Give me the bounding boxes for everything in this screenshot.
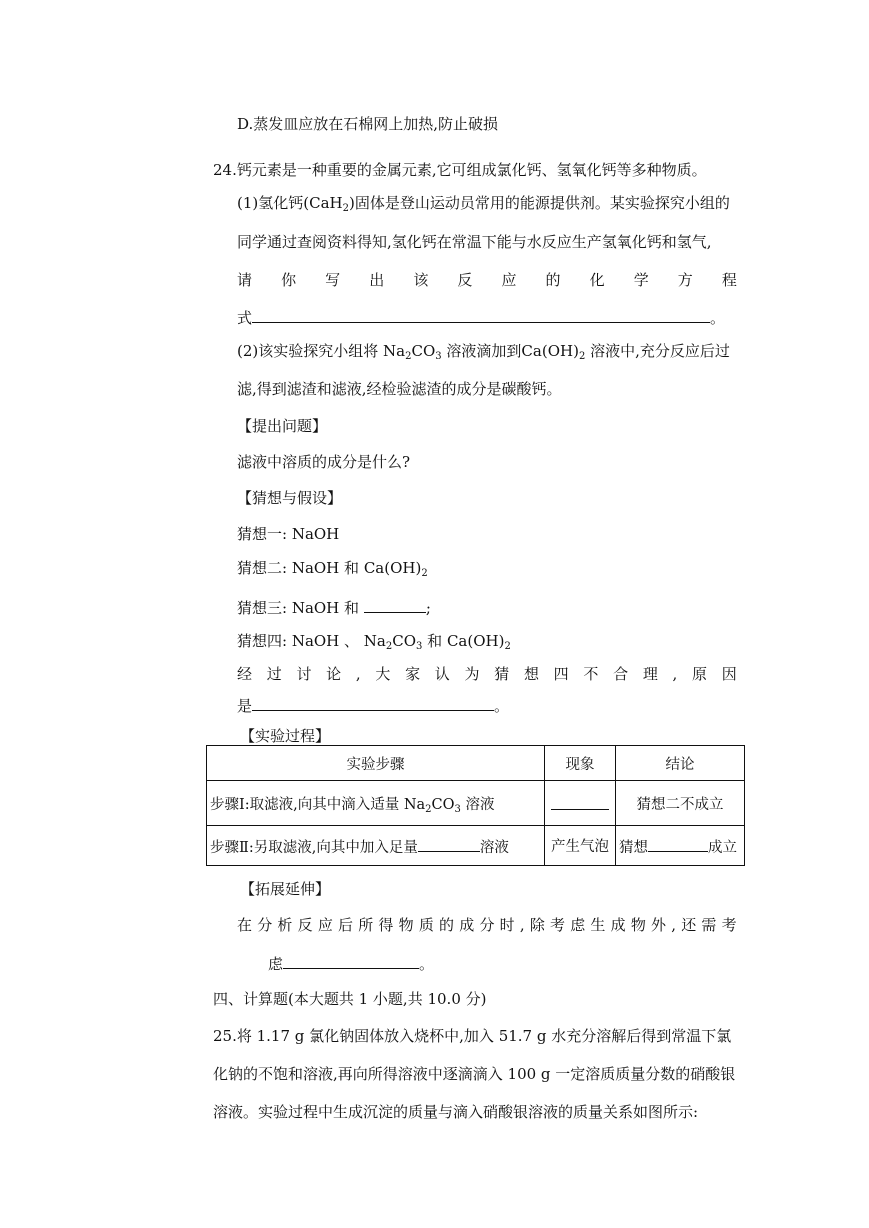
text-char: 所 (358, 916, 374, 934)
text-char: 得 (378, 916, 394, 934)
text-char: 请 (237, 271, 253, 289)
question-text: 滤液中溶质的成分是什么? (237, 453, 411, 471)
text-char: 生 (590, 916, 606, 934)
text: (1)氢化钙( (237, 194, 310, 212)
header-conclusion: 结论 (616, 746, 745, 781)
text-char: 讨 (296, 665, 312, 683)
discussion-line1 (237, 664, 737, 684)
text-char: , (355, 665, 361, 683)
text-char: 方 (677, 271, 693, 289)
formula-cah2: CaH$_2$ (309, 194, 349, 214)
text-char: 需 (701, 916, 717, 934)
text-char: 考 (721, 916, 737, 934)
row1-phenomenon (545, 781, 616, 826)
hypothesis-4: 猜想四: NaOH 、 $Na_2CO_3$ 和 $Ca(OH)_2$ (237, 632, 511, 652)
q24-p1-line2: 同学通过查阅资料得知,氢化钙在常温下能与水反应生产氢氧化钙和氢气, (237, 233, 712, 251)
text-char: 认 (434, 665, 450, 683)
table-row (207, 826, 745, 866)
text: )固体是登山运动员常用的能源提供剂。某实验探究小组的 (349, 194, 730, 212)
text-char: 在 (237, 916, 253, 934)
text-char: 想 (523, 665, 539, 683)
text-char: 不 (583, 665, 599, 683)
q25-line3: 溶液。实验过程中生成沉淀的质量与滴入硝酸银溶液的质量关系如图所示: (213, 1103, 699, 1121)
text-char: , (671, 916, 677, 934)
extension-line2: 虑 。 (268, 952, 434, 974)
header-phenomenon: 现象 (545, 746, 616, 781)
text-char: , (519, 916, 525, 934)
text-char: 析 (277, 916, 293, 934)
text-char: 虑 (570, 916, 586, 934)
text-char: 化 (589, 271, 605, 289)
answer-blank-reason[interactable] (252, 694, 494, 711)
text-char: 的 (439, 916, 455, 934)
text-char: 反 (297, 916, 313, 934)
text-char: 应 (501, 271, 517, 289)
text-char: 外 (651, 916, 667, 934)
extension-line1 (237, 915, 737, 935)
option-d: D.蒸发皿应放在石棉网上加热,防止破损 (237, 115, 499, 133)
text-char: 反 (457, 271, 473, 289)
text-char: 程 (721, 271, 737, 289)
text-char: 该 (413, 271, 429, 289)
q24-p1-line3 (237, 270, 737, 290)
text-char: 你 (281, 271, 297, 289)
text-char: 物 (398, 916, 414, 934)
q24-p1-line1 (237, 193, 730, 213)
q24-p2-line2: 滤,得到滤渣和滤液,经检验滤渣的成分是碳酸钙。 (237, 380, 562, 398)
text-char: 除 (529, 916, 545, 934)
text-char: 物 (630, 916, 646, 934)
text-char: 猜 (494, 665, 510, 683)
q24-title: 24.钙元素是一种重要的金属元素,它可组成氯化钙、氢氧化钙等多种物质。 (213, 161, 707, 179)
discussion-line2: 是 。 (237, 694, 509, 716)
row2-conclusion: 猜想 成立 (616, 826, 745, 866)
text-char: 家 (405, 665, 421, 683)
answer-blank-hypothesis3[interactable] (364, 596, 426, 613)
experiment-table (206, 745, 745, 866)
heading-process: 【实验过程】 (240, 727, 331, 745)
text-char: 后 (338, 916, 354, 934)
text-char: 过 (266, 665, 282, 683)
answer-blank-equation[interactable] (252, 306, 710, 323)
text-char: 分 (479, 916, 495, 934)
row2-step: 步骤Ⅱ:另取滤液,向其中加入足量 溶液 (207, 826, 545, 866)
text-char: 应 (317, 916, 333, 934)
text-char: 分 (257, 916, 273, 934)
heading-hypothesis: 【猜想与假设】 (237, 489, 343, 507)
text-char: 经 (237, 665, 253, 683)
heading-extension: 【拓展延伸】 (240, 880, 331, 898)
q25-line2: 化钠的不饱和溶液,再向所得溶液中逐滴滴入 100 g 一定溶质质量分数的硝酸银 (213, 1065, 736, 1083)
text-char: 出 (369, 271, 385, 289)
text-char: 大 (375, 665, 391, 683)
text-char: 理 (642, 665, 658, 683)
answer-blank-phenomenon[interactable] (551, 793, 609, 810)
text-char: 因 (721, 665, 737, 683)
text-char: 原 (692, 665, 708, 683)
text-char: 学 (633, 271, 649, 289)
text-char: 还 (681, 916, 697, 934)
q24-p1-line4: 式 。 (237, 306, 725, 328)
text-char: 时 (499, 916, 515, 934)
text-char: 质 (418, 916, 434, 934)
hypothesis-3: 猜想三: NaOH 和 ; (237, 596, 431, 618)
row1-conclusion: 猜想二不成立 (616, 781, 745, 826)
text-char: 四 (553, 665, 569, 683)
q24-p2-line1: (2)该实验探究小组将 $Na_2CO_3$ 溶液滴加到$Ca(OH)_2$ 溶液中,充分反应后过 (237, 342, 730, 362)
text-char: , (672, 665, 678, 683)
answer-blank-extension[interactable] (283, 952, 419, 969)
hypothesis-2: 猜想二: NaOH 和 $Ca(OH)_2$ (237, 559, 428, 579)
header-steps: 实验步骤 (207, 746, 545, 781)
table-row (207, 781, 745, 826)
text-char: 为 (464, 665, 480, 683)
text-char: 的 (545, 271, 561, 289)
heading-question: 【提出问题】 (237, 417, 328, 435)
text-char: 论 (326, 665, 342, 683)
text-char: 写 (325, 271, 341, 289)
text-char: 成 (610, 916, 626, 934)
hypothesis-1: 猜想一: NaOH (237, 525, 340, 543)
row2-phenomenon: 产生气泡 (545, 826, 616, 866)
row1-step: 步骤Ⅰ:取滤液,向其中滴入适量 $Na_2CO_3$ 溶液 (207, 781, 545, 826)
answer-blank-reagent[interactable] (418, 835, 480, 852)
answer-blank-conclusion[interactable] (648, 835, 708, 852)
section-4-heading: 四、计算题(本大题共 1 小题,共 10.0 分) (213, 990, 487, 1008)
text-char: 成 (459, 916, 475, 934)
q25-line1: 25.将 1.17 g 氯化钠固体放入烧杯中,加入 51.7 g 水充分溶解后得到常温下氯 (213, 1027, 732, 1045)
text-char: 考 (550, 916, 566, 934)
text-char: 合 (613, 665, 629, 683)
table-header-row (207, 746, 745, 781)
